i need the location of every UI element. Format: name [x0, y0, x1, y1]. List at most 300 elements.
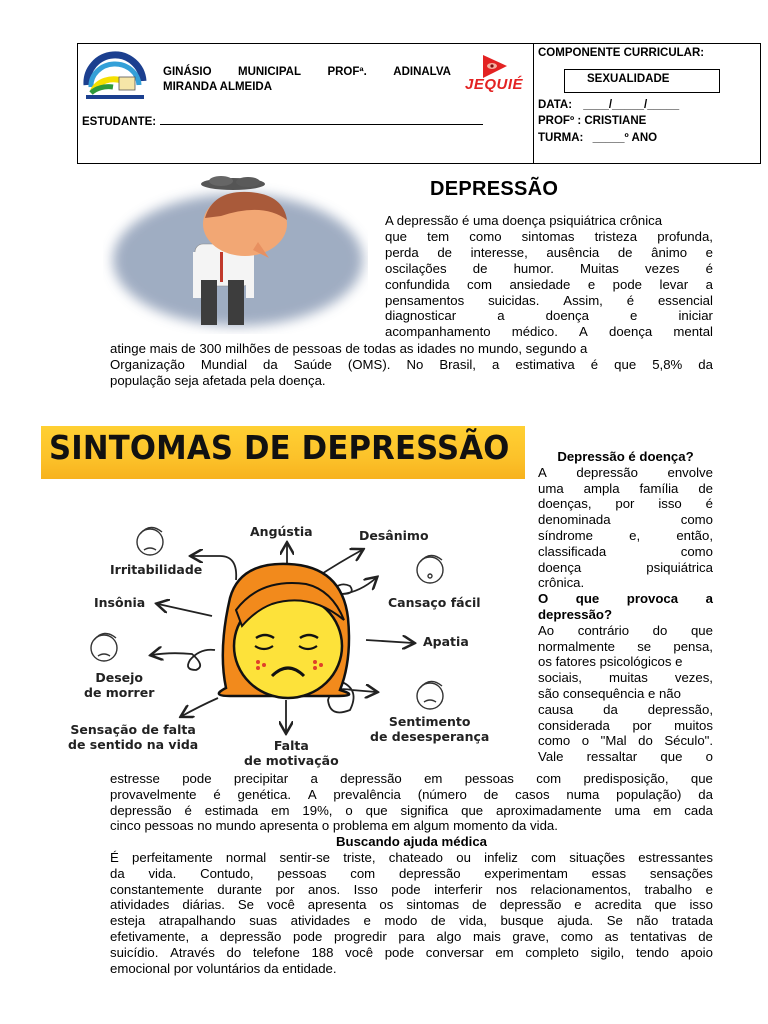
- word: em: [424, 771, 443, 786]
- word: acredita: [594, 897, 642, 913]
- word: que: [690, 771, 713, 786]
- word: apoio: [680, 944, 713, 960]
- word: tristeza: [594, 228, 638, 244]
- symptom-desejo-de-morrer: [84, 670, 154, 700]
- text-line: [538, 623, 713, 639]
- word: com: [531, 849, 557, 865]
- word: Brasil,: [439, 356, 476, 372]
- word: muitas: [609, 670, 648, 686]
- word: doença: [538, 559, 582, 575]
- word: o: [581, 733, 590, 749]
- word: prevalência: [333, 786, 401, 802]
- word: 5,8%: [652, 356, 683, 372]
- word: uma: [614, 802, 641, 818]
- city-logo: [463, 52, 525, 100]
- word: perda: [385, 244, 419, 260]
- text-line: [385, 245, 713, 261]
- symptoms-diagram: [60, 500, 530, 780]
- text-line: [538, 496, 713, 512]
- word: depressão: [576, 464, 638, 480]
- word: de: [617, 244, 633, 260]
- word: ausência: [546, 244, 600, 260]
- symptom-falta-de-motivacao: [244, 738, 339, 768]
- symptom-label-line: Falta: [273, 738, 309, 753]
- school-name-word: PROFª.: [327, 66, 367, 78]
- symptom-label-line: de motivação: [244, 753, 339, 768]
- symptom-desanimo: Desânimo: [359, 528, 429, 543]
- text-line: [538, 749, 713, 765]
- word: é: [705, 260, 713, 276]
- word: É: [110, 849, 119, 865]
- word: A: [579, 324, 588, 340]
- school-logo-icon: [83, 51, 148, 101]
- school-name-word: GINÁSIO: [163, 66, 212, 78]
- text-line: [538, 639, 713, 655]
- word: é: [213, 786, 221, 802]
- word: provavelmente: [110, 786, 197, 802]
- symptom-insonia: Insônia: [94, 595, 146, 610]
- word: sintomas: [521, 228, 575, 244]
- word: algo: [436, 928, 462, 944]
- word: causa: [538, 701, 574, 717]
- word: depressão: [340, 771, 402, 786]
- word: aproximadamente: [496, 802, 602, 818]
- word: é: [705, 496, 713, 512]
- word: para: [398, 928, 425, 944]
- word: a: [492, 356, 500, 372]
- component-label: COMPONENTE CURRICULAR:: [538, 47, 705, 59]
- word: síndrome: [538, 527, 593, 543]
- sad-face-icon: [219, 564, 349, 698]
- word: perfeitamente: [132, 849, 213, 865]
- text-line: cinco pessoas no mundo apresenta o problema em algum momento da vida.: [110, 818, 558, 834]
- symptoms-banner: [41, 426, 525, 479]
- word: de: [430, 913, 446, 929]
- word: como: [560, 928, 593, 944]
- word: não: [636, 913, 659, 929]
- word: os: [379, 897, 394, 913]
- word: é: [626, 292, 635, 308]
- text-line: os fatores psicológicos e: [538, 654, 683, 670]
- bottom-section: [110, 771, 713, 976]
- word: Muitas: [580, 260, 619, 276]
- word: que: [461, 802, 484, 818]
- word: telefone: [252, 944, 300, 960]
- word: com: [467, 276, 492, 292]
- text-line: [538, 670, 713, 686]
- word: tem: [427, 228, 450, 244]
- symptom-label-line: de desesperança: [370, 729, 490, 744]
- word: estimativa: [515, 356, 575, 372]
- word: em: [271, 802, 290, 818]
- word: como: [680, 543, 713, 559]
- word: então,: [676, 527, 713, 543]
- word: Contudo,: [200, 865, 254, 881]
- symptoms-banner-title: SINTOMAS DE DEPRESSÃO: [49, 428, 510, 467]
- word: e: [705, 881, 713, 897]
- word: doença: [608, 324, 653, 340]
- word: se: [637, 638, 652, 654]
- class-field: [538, 132, 657, 144]
- word: família: [639, 480, 679, 496]
- question-heading-1: Depressão é doença?: [557, 449, 694, 464]
- word: genética.: [237, 786, 291, 802]
- word: atividades: [290, 913, 350, 929]
- word: com: [536, 771, 562, 786]
- word: situações: [569, 849, 625, 865]
- word: da: [698, 356, 713, 372]
- word: iniciar: [678, 308, 713, 324]
- word: que: [690, 622, 713, 638]
- word: o: [705, 749, 713, 765]
- word: efetivamente,: [110, 928, 190, 944]
- word: sentir-se: [279, 849, 331, 865]
- word: tendo: [635, 944, 669, 960]
- word: infeliz: [484, 849, 518, 865]
- word: sigilo,: [590, 944, 625, 960]
- word: por: [615, 496, 635, 512]
- word: pode: [391, 881, 421, 897]
- heading-line: depressão?: [538, 606, 613, 622]
- text-line: [538, 718, 713, 734]
- intro-paragraph: [385, 213, 713, 340]
- text-line: [385, 324, 713, 340]
- text-line: [538, 465, 713, 481]
- word: sociais,: [538, 670, 582, 686]
- symptom-label-line: de morrer: [84, 685, 155, 700]
- word: que: [660, 749, 683, 765]
- word: a: [705, 276, 713, 292]
- word: humor.: [513, 260, 554, 276]
- word: interesse,: [470, 244, 528, 260]
- word: uma: [538, 480, 564, 496]
- symptom-desesperanca: [370, 714, 489, 744]
- city-logo-text: JEQUIÉ: [465, 76, 524, 93]
- word: de: [483, 786, 499, 802]
- word: provoca: [626, 591, 679, 607]
- word: o: [345, 802, 353, 818]
- word: e: [363, 913, 371, 929]
- word: essas: [591, 865, 627, 881]
- header-school-cell: [78, 44, 534, 163]
- word: depressão: [219, 928, 282, 944]
- date-blank[interactable]: ____/_____/_____: [583, 99, 680, 111]
- word: diárias.: [182, 897, 225, 913]
- text-line: [538, 544, 713, 560]
- word: depressão: [499, 897, 562, 913]
- word: a: [705, 591, 713, 607]
- word: sensações: [649, 865, 713, 881]
- word: vida,: [459, 913, 487, 929]
- word: da: [110, 865, 125, 881]
- word: chateado: [388, 849, 444, 865]
- word: do: [638, 733, 653, 749]
- word: oscilações: [385, 260, 447, 276]
- symptom-falta-de-sentido: [68, 722, 198, 752]
- word: anos.: [307, 881, 341, 897]
- word: com: [350, 865, 376, 881]
- word: envolve: [667, 464, 713, 480]
- word: essencial: [657, 292, 713, 308]
- symptom-cansaco: Cansaço fácil: [388, 595, 481, 610]
- symptom-label-line: Sensação de falta: [70, 722, 196, 737]
- word: estressantes: [638, 849, 713, 865]
- word: depressão: [398, 865, 461, 881]
- word: Ao: [538, 622, 555, 638]
- word: população): [616, 786, 682, 802]
- word: como: [538, 733, 571, 749]
- word: é: [184, 802, 192, 818]
- word: classificada: [538, 543, 607, 559]
- word: ressaltar: [586, 749, 638, 765]
- word: que: [575, 591, 600, 607]
- question-heading-2: [538, 591, 713, 623]
- word: sintomas: [406, 897, 460, 913]
- subject-box: SEXUALIDADE: [564, 69, 720, 93]
- word: precipitar: [233, 771, 289, 786]
- word: mental: [673, 324, 713, 340]
- word: por: [275, 881, 295, 897]
- text-line: [538, 733, 713, 749]
- word: você: [345, 944, 374, 960]
- word: pessoas: [464, 771, 514, 786]
- word: 19%,: [302, 802, 333, 818]
- date-field: [538, 99, 679, 111]
- text-line: [110, 897, 713, 913]
- word: normalmente: [538, 638, 615, 654]
- word: e,: [629, 527, 641, 543]
- word: completo: [525, 944, 579, 960]
- teacher-label: PROFº : CRISTIANE: [538, 115, 647, 127]
- word: A: [538, 464, 547, 480]
- word: Saúde: [293, 356, 332, 372]
- word: atividades: [110, 897, 170, 913]
- word: a: [310, 771, 318, 786]
- word: depressão,: [647, 701, 713, 717]
- word: considerada: [538, 717, 610, 733]
- word: da: [263, 356, 278, 372]
- question-2-body: [538, 623, 713, 765]
- word: (número: [417, 786, 467, 802]
- word: pensa,: [673, 638, 713, 654]
- word: predisposição,: [583, 771, 669, 786]
- word: em: [495, 944, 514, 960]
- word: vida.: [148, 865, 177, 881]
- word: ajuda.: [557, 913, 594, 929]
- word: a: [200, 928, 209, 944]
- text-line: A depressão é uma doença psiquiátrica crônica: [385, 213, 663, 228]
- word: em: [653, 802, 672, 818]
- word: que: [365, 802, 388, 818]
- word: relacionamentos,: [530, 881, 632, 897]
- student-label: ESTUDANTE:: [82, 116, 157, 128]
- help-section-title: Buscando ajuda médica: [336, 834, 487, 850]
- word: do: [652, 622, 668, 638]
- student-field: [82, 114, 483, 128]
- word: O: [538, 591, 549, 607]
- word: é: [590, 356, 599, 372]
- word: Através: [170, 944, 215, 960]
- word: pode: [182, 771, 212, 786]
- word: Século".: [664, 733, 713, 749]
- text-line: [385, 229, 713, 245]
- word: suicidas.: [488, 292, 540, 308]
- word: doenças,: [538, 496, 592, 512]
- word: esteja: [110, 913, 146, 929]
- text-line: [538, 481, 713, 497]
- text-line: são consequência e não: [538, 685, 681, 701]
- word: como: [469, 228, 502, 244]
- word: normal: [225, 849, 267, 865]
- word: isso: [658, 496, 682, 512]
- word: isso: [689, 897, 713, 913]
- word: nos: [495, 881, 518, 897]
- word: significa: [400, 802, 449, 818]
- word: ansiedade: [509, 276, 571, 292]
- word: de: [437, 244, 453, 260]
- word: grave,: [512, 928, 550, 944]
- word: da: [603, 701, 618, 717]
- word: acompanhamento: [385, 324, 491, 340]
- word: suas: [249, 913, 278, 929]
- word: médico.: [511, 324, 558, 340]
- word: profunda,: [657, 228, 713, 244]
- page-title: DEPRESSÃO: [430, 178, 559, 200]
- word: experimentam: [484, 865, 568, 881]
- text-line: [110, 913, 713, 929]
- text-line: [385, 277, 713, 293]
- text-line: população seja afetada pela doença.: [110, 372, 326, 388]
- word: casos: [515, 786, 550, 802]
- class-blank[interactable]: _____º ANO: [592, 132, 658, 144]
- word: busque: [500, 913, 544, 929]
- word: doença: [545, 308, 589, 324]
- word: ânimo: [651, 244, 688, 260]
- side-column: [538, 449, 713, 765]
- word: pode: [384, 944, 415, 960]
- symptom-apatia: Apatia: [423, 634, 469, 649]
- word: Mundial: [200, 356, 247, 372]
- word: mais: [472, 928, 501, 944]
- word: levar: [659, 276, 689, 292]
- question-1-body: [538, 465, 713, 591]
- school-name-word: ADINALVA: [393, 66, 451, 78]
- school-name: [163, 65, 451, 95]
- word: tentativas: [630, 928, 687, 944]
- word: da: [698, 786, 713, 802]
- word: que: [614, 356, 637, 372]
- word: de: [472, 897, 487, 913]
- text-line: atinge mais de 300 milhões de pessoas de todas as idades no mundo, segundo a: [110, 341, 588, 356]
- word: (OMS).: [347, 356, 391, 372]
- text-line: [538, 702, 713, 718]
- causes-paragraph-continued: [110, 771, 713, 834]
- symptom-label-line: de sentido na vida: [68, 737, 199, 752]
- word: apresenta: [307, 897, 367, 913]
- word: você: [266, 897, 295, 913]
- word: Se: [606, 913, 623, 929]
- word: estimada: [204, 802, 259, 818]
- word: ampla: [583, 480, 620, 496]
- word: A: [307, 786, 317, 802]
- text-line: [110, 357, 713, 373]
- word: modo: [384, 913, 418, 929]
- text-line: [385, 308, 713, 324]
- word: que: [385, 228, 408, 244]
- word: confundida: [385, 276, 450, 292]
- word: e: [574, 897, 582, 913]
- word: de: [698, 480, 713, 496]
- intro-paragraph-continued: [110, 341, 713, 389]
- word: numa: [566, 786, 600, 802]
- word: de: [698, 928, 713, 944]
- symptom-label-line: Desejo: [95, 670, 144, 685]
- word: interferir: [434, 881, 483, 897]
- student-name-blank[interactable]: [160, 114, 483, 125]
- word: e: [705, 244, 713, 260]
- word: muitos: [674, 717, 713, 733]
- sad-man-illustration: [103, 172, 368, 334]
- text-line: [385, 293, 713, 309]
- word: suicídio.: [110, 944, 159, 960]
- help-paragraph: [110, 850, 713, 976]
- word: 188: [311, 944, 334, 960]
- word: vezes: [645, 260, 680, 276]
- text-line: emocional por voluntários da entidade.: [110, 960, 337, 976]
- word: e: [630, 308, 638, 324]
- symptom-label-line: Sentimento: [388, 714, 471, 729]
- heading-line: [538, 591, 713, 607]
- text-line: [110, 866, 713, 882]
- school-name-word: MUNICIPAL: [237, 66, 302, 78]
- word: "Mal: [600, 733, 627, 749]
- word: depressão: [110, 802, 172, 818]
- word: trabalho: [644, 881, 693, 897]
- word: durante: [217, 881, 263, 897]
- text-line: [110, 945, 713, 961]
- word: as: [604, 928, 619, 944]
- symptom-irritabilidade: Irritabilidade: [110, 562, 203, 577]
- date-label: DATA:: [538, 99, 573, 111]
- header-info-cell: [534, 44, 760, 163]
- word: progredir: [333, 928, 387, 944]
- class-label: TURMA:: [538, 132, 584, 144]
- text-line: [110, 850, 713, 866]
- school-name-line2: MIRANDA ALMEIDA: [163, 81, 273, 93]
- text-line: [110, 882, 713, 898]
- word: pessoas: [277, 865, 327, 881]
- word: conversar: [425, 944, 484, 960]
- word: estresse: [110, 771, 160, 786]
- word: contrário: [577, 622, 630, 638]
- word: pode: [292, 928, 323, 944]
- text-line: [110, 803, 713, 819]
- word: pensamentos: [385, 292, 465, 308]
- word: a: [497, 308, 505, 324]
- word: denominada: [538, 512, 611, 528]
- symptom-angustia: Angústia: [250, 524, 313, 539]
- text-line: [110, 771, 713, 787]
- word: No: [406, 356, 424, 372]
- word: Assim,: [563, 292, 603, 308]
- document-header: [77, 43, 761, 164]
- word: cada: [684, 802, 713, 818]
- word: e: [587, 276, 596, 292]
- text-line: crônica.: [538, 575, 585, 591]
- text-line: [110, 929, 713, 945]
- text-line: [538, 512, 713, 528]
- word: como: [680, 512, 713, 528]
